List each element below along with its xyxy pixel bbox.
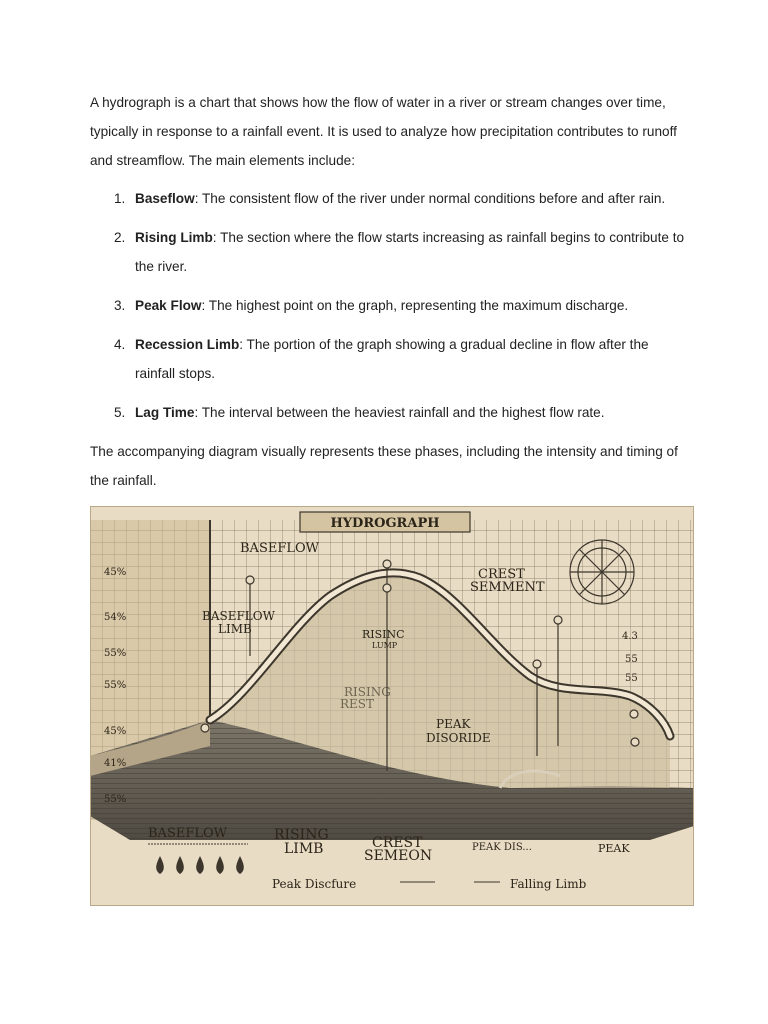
list-description: : The highest point on the graph, representing the maximum discharge.	[201, 298, 629, 313]
list-item	[90, 291, 690, 320]
list-description: : The consistent flow of the river under normal conditions before and after rain.	[194, 191, 666, 206]
list-term: Lag Time	[135, 405, 195, 420]
legend-baseflow: BASEFLOW	[148, 826, 228, 841]
list-item	[90, 398, 690, 427]
hydrograph-svg	[90, 506, 694, 906]
legend-rising-limb-2: LIMB	[284, 841, 324, 857]
baseflow-top-label: BASEFLOW	[240, 541, 320, 556]
intro-paragraph: A hydrograph is a chart that shows how the flow of water in a river or stream changes over time, typically in response to a rainfall event. It is used to analyze how precipitation contributes to runoff and streamflow. The main elements include:	[90, 95, 677, 168]
left-axis-label: 54%	[104, 612, 127, 623]
text-block	[90, 88, 690, 495]
list-description: : The interval between the heaviest rainfall and the highest flow rate.	[194, 405, 605, 420]
list-item	[90, 223, 690, 281]
legend-crest: CREST	[372, 835, 423, 851]
rising-crest-label-2: REST	[340, 697, 375, 711]
crest-segment-label-2: SEMMENT	[470, 580, 545, 595]
list-number: 4.	[114, 337, 126, 352]
list-term: Baseflow	[135, 191, 195, 206]
crest-segment-label: CREST	[478, 567, 525, 582]
list-item	[90, 330, 690, 388]
baseflow-limb-label-2: LIMB	[218, 622, 252, 636]
left-axis-label: 55%	[104, 680, 127, 691]
peak-discharge-label: PEAK	[436, 717, 471, 731]
baseflow-limb-label: BASEFLOW	[202, 609, 275, 623]
list-term: Rising Limb	[135, 230, 213, 245]
legend-peak-discharge: Peak Discfure	[272, 877, 357, 891]
right-axis-label: 4.3	[622, 631, 638, 642]
list-number: 1.	[114, 191, 126, 206]
rising-limb-mid-label-2: LUMP	[372, 641, 398, 650]
list-item	[90, 184, 690, 213]
right-axis-labels	[622, 631, 638, 684]
left-axis-label: 55%	[104, 648, 127, 659]
peak-discharge-label-2: DISORIDE	[426, 731, 491, 745]
closing-paragraph: The accompanying diagram visually represents these phases, including the intensity and timing of the rainfall.	[90, 444, 678, 488]
right-axis-label: 55	[625, 673, 638, 684]
left-axis-label: 45%	[104, 567, 127, 578]
left-axis-label: 45%	[104, 726, 127, 737]
list-number: 5.	[114, 405, 126, 420]
left-axis-label: 55%	[104, 794, 127, 805]
hydrograph-illustration	[90, 506, 694, 906]
legend-crest-2: SEMEON	[364, 848, 433, 864]
list-term: Recession Limb	[135, 337, 240, 352]
legend-rising-limb: RISING	[274, 827, 329, 843]
list-description: : The portion of the graph showing a gradual decline in flow after the rainfall stops.	[135, 337, 649, 381]
compass-icon	[570, 540, 634, 604]
left-axis-label: 41%	[104, 758, 127, 769]
diagram-title: HYDROGRAPH	[330, 516, 440, 531]
legend-falling-limb: Falling Limb	[510, 877, 587, 891]
rising-limb-mid-label: RISINC	[362, 628, 405, 641]
legend-peak: PEAK	[598, 842, 630, 855]
list-number: 2.	[114, 230, 126, 245]
right-axis-label: 55	[625, 654, 638, 665]
rising-crest-label: RISING	[344, 685, 391, 699]
list-description: : The section where the flow starts increasing as rainfall begins to contribute to the river.	[135, 230, 685, 274]
legend-peak-dis: PEAK DIS...	[472, 842, 532, 853]
list-number: 3.	[114, 298, 126, 313]
list-term: Peak Flow	[135, 298, 202, 313]
elements-list	[90, 184, 690, 427]
